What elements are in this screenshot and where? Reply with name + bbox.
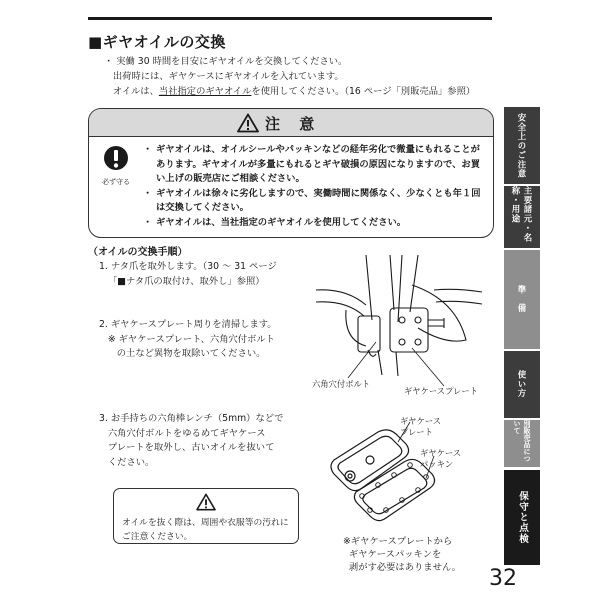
caution-list — [143, 143, 485, 231]
intro-line-3-link: 当社指定のギヤオイル — [158, 85, 252, 97]
caution-item-2: ・ ギヤオイルは徐々に劣化しますので、実働時間に関係なく、少なくとも年１回は交換してください。 — [143, 187, 485, 216]
mandatory-icon — [103, 145, 129, 175]
tiller-gearcase-illustration — [306, 250, 492, 390]
step-3: 3. お手持ちの六角棒レンチ（5mm）などで 六角穴付ボルトをゆるめてギヤケース プレートを取外し、古いオイルを抜いて ください。 — [99, 413, 284, 468]
intro-text — [104, 55, 475, 99]
caution-header — [89, 109, 493, 137]
side-tab-specs[interactable]: 主要諸元・名称・用途 — [504, 186, 540, 248]
procedure-title: （オイルの交換手順） — [88, 247, 188, 258]
plate-label-2: ギヤケース プレート — [400, 416, 442, 437]
caution-title: 注 意 — [265, 115, 322, 133]
side-tab-preparation[interactable]: 準 備 — [504, 250, 540, 349]
top-rule — [88, 17, 492, 20]
side-tab-safety[interactable]: 安全上のご注意 — [504, 107, 540, 184]
section-heading: ■ギヤオイルの交換 — [88, 33, 226, 51]
warning-triangle-icon — [196, 493, 216, 511]
note-text: オイルを抜く際は、周囲や衣服等の汚れに ご注意ください。 — [122, 518, 289, 542]
intro-line-2: 出荷時には、ギヤケースにギヤオイルを入れています。 — [104, 70, 344, 82]
note-box — [113, 488, 299, 544]
step-2: 2. ギヤケースプレート周りを清掃します。 ※ ギヤケースプレート、六角穴付ボルト の土など異物を取除いてください。 — [99, 319, 277, 360]
caution-item-3: ・ ギヤオイルは、当社指定のギヤオイルを使用してください。 — [143, 216, 485, 231]
side-tab-maintenance[interactable]: 保守と点検 — [504, 470, 540, 565]
step-1: 1. ナタ爪を取外します。（30 ～ 31 ページ 「■ナタ爪の取付け、取外し」参照） — [99, 261, 277, 287]
side-tab-accessories[interactable]: 別販売品について — [504, 420, 540, 467]
intro-line-3a: オイルは、 — [104, 85, 159, 97]
caution-box — [88, 108, 494, 238]
footnote: ※ギヤケースプレートから ギヤケースパッキンを 剥がす必要はありません。 — [343, 536, 462, 573]
must-do-label: 必ず守る — [102, 178, 130, 186]
caution-item-1: ・ ギヤオイルは、オイルシールやパッキンなどの経年劣化で微量にもれることがあります。ギヤオイルが多量にもれるとギヤ破損の原因になりますので、お買い上げの販売店にご相談ください。 — [143, 143, 485, 187]
warning-triangle-icon — [237, 113, 259, 133]
page-number: 32 — [489, 566, 517, 591]
bolt-label: 六角穴付ボルト — [312, 379, 371, 389]
packing-label: ギヤケース パッキン — [420, 448, 462, 469]
side-tab-usage[interactable]: 使い方 — [504, 351, 540, 418]
intro-line-3c: を使用してください。（16 ページ「別販売品」参照） — [251, 85, 476, 97]
plate-label: ギヤケースプレート — [404, 386, 478, 396]
intro-line-1: ・ 実働 30 時間を目安にギヤオイルを交換してください。 — [104, 56, 348, 67]
